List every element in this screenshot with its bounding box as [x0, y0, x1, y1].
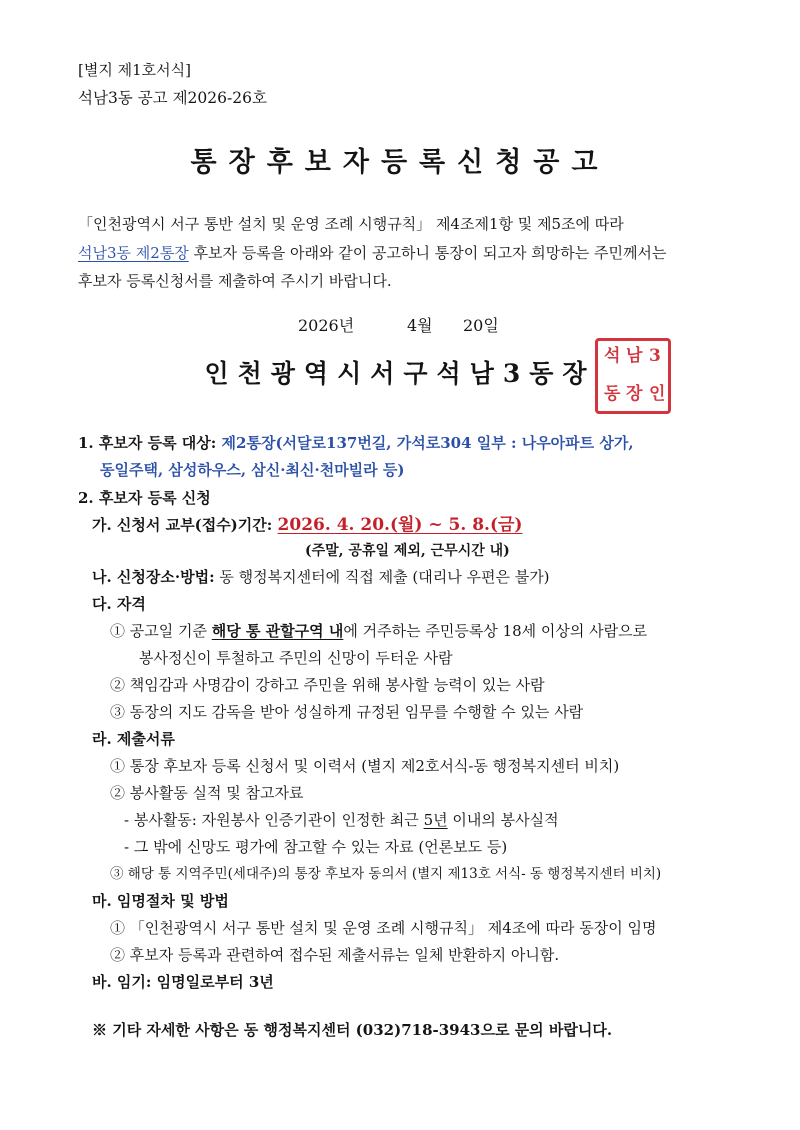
- term: 바. 임기: 임명일로부터 3년: [92, 973, 274, 991]
- date-year: 2026년: [298, 316, 355, 335]
- document-1: ① 통장 후보자 등록 신청서 및 이력서 (별지 제2호서식-동 행정복지센터 비치): [110, 757, 620, 775]
- jurisdiction-phrase: 해당 통 관할구역 내: [211, 622, 344, 640]
- period-note: (주말, 공휴일 제외, 근무시간 내): [305, 543, 510, 559]
- document-2a-text-2: 이내의 봉사실적: [447, 811, 559, 829]
- seal-char: 3: [649, 346, 661, 366]
- appointment-2: ② 후보자 등록과 관련하여 접수된 제출서류는 일체 반환하지 아니함.: [110, 946, 560, 964]
- five-years: 5년: [423, 811, 448, 829]
- qualification-1-cont: 봉사정신이 투철하고 주민의 신망이 두터운 사람: [139, 649, 453, 667]
- section-1-label: 1. 후보자 등록 대상:: [78, 434, 217, 452]
- intro-line-2: [78, 243, 666, 263]
- appointment-1: ① 「인천광역시 서구 통반 설치 및 운영 조례 시행규칙」 제4조에 따라 동장이 임명: [110, 919, 657, 937]
- document-2a-text: - 봉사활동: 자원봉사 인증기관이 인정한 최근: [124, 811, 424, 829]
- document-3: ③ 해당 통 지역주민(세대주)의 통장 후보자 동의서 (별지 제13호 서식- 동 행정복지센터 비치): [110, 866, 662, 882]
- document-2: ② 봉사활동 실적 및 참고자료: [110, 784, 304, 802]
- seal-char: 남: [626, 346, 643, 366]
- signer-name: 인천광역시서구석남3동장: [204, 359, 596, 388]
- date-month: 4월: [407, 316, 433, 335]
- qualification-2: ② 책임감과 사명감이 강하고 주민을 위해 봉사할 능력이 있는 사람: [110, 676, 545, 694]
- place-method-row: [92, 567, 550, 587]
- section-1-value-cont: 동일주택, 삼성하우스, 삼신·최신·천마빌라 등): [100, 461, 405, 479]
- seal-char: 석: [604, 346, 621, 366]
- period-label: 가. 신청서 교부(접수)기간:: [92, 516, 273, 534]
- section-1: [78, 433, 634, 453]
- notice-number: 석남3동 공고 제2026-26호: [78, 89, 267, 107]
- official-seal-stamp: [595, 338, 671, 414]
- intro-line-1: 「인천광역시 서구 통반 설치 및 운영 조례 시행규칙」 제4조제1항 및 제5조에 따라: [78, 215, 624, 233]
- period-row: [92, 515, 522, 535]
- qualification-3: ③ 동장의 지도 감독을 받아 성실하게 규정된 임무를 수행할 수 있는 사람: [110, 703, 584, 721]
- qualification-label: 다. 자격: [92, 595, 146, 613]
- qualification-1-text: ① 공고일 기준: [110, 622, 212, 640]
- seal-char: 동: [604, 384, 621, 404]
- footer-contact: ※ 기타 자세한 사항은 동 행정복지센터 (032)718-3943으로 문의 바랍니다.: [92, 1021, 613, 1039]
- intro-line-2-rest: 후보자 등록을 아래와 같이 공고하니 통장이 되고자 희망하는 주민께서는: [188, 244, 667, 262]
- place-method-label: 나. 신청장소·방법:: [92, 568, 215, 586]
- date-day: 20일: [463, 316, 499, 335]
- seal-char: 인: [649, 384, 666, 404]
- appointment-label: 마. 임명절차 및 방법: [92, 892, 229, 910]
- document-title: 통장후보자등록신청공고: [190, 147, 610, 178]
- section-2-label: 2. 후보자 등록 신청: [78, 489, 211, 507]
- documents-label: 라. 제출서류: [92, 730, 175, 748]
- intro-line-3: 후보자 등록신청서를 제출하여 주시기 바랍니다.: [78, 272, 392, 290]
- place-method-value: 동 행정복지센터에 직접 제출 (대리나 우편은 불가): [219, 568, 550, 586]
- form-number: [별지 제1호서식]: [78, 61, 191, 79]
- target-position: 석남3동 제2통장: [78, 244, 189, 262]
- document-2a: [124, 810, 559, 830]
- section-1-value: 제2통장(서달로137번길, 가석로304 일부 : 나우아파트 상가,: [221, 434, 634, 452]
- document-2b: - 그 밖에 신망도 평가에 참고할 수 있는 자료 (언론보도 등): [124, 838, 508, 856]
- application-period: 2026. 4. 20.(월) ~ 5. 8.(금): [277, 515, 523, 535]
- seal-char: 장: [626, 384, 643, 404]
- qualification-1-text-2: 에 거주하는 주민등록상 18세 이상의 사람으로: [343, 622, 648, 640]
- qualification-1: [110, 621, 647, 641]
